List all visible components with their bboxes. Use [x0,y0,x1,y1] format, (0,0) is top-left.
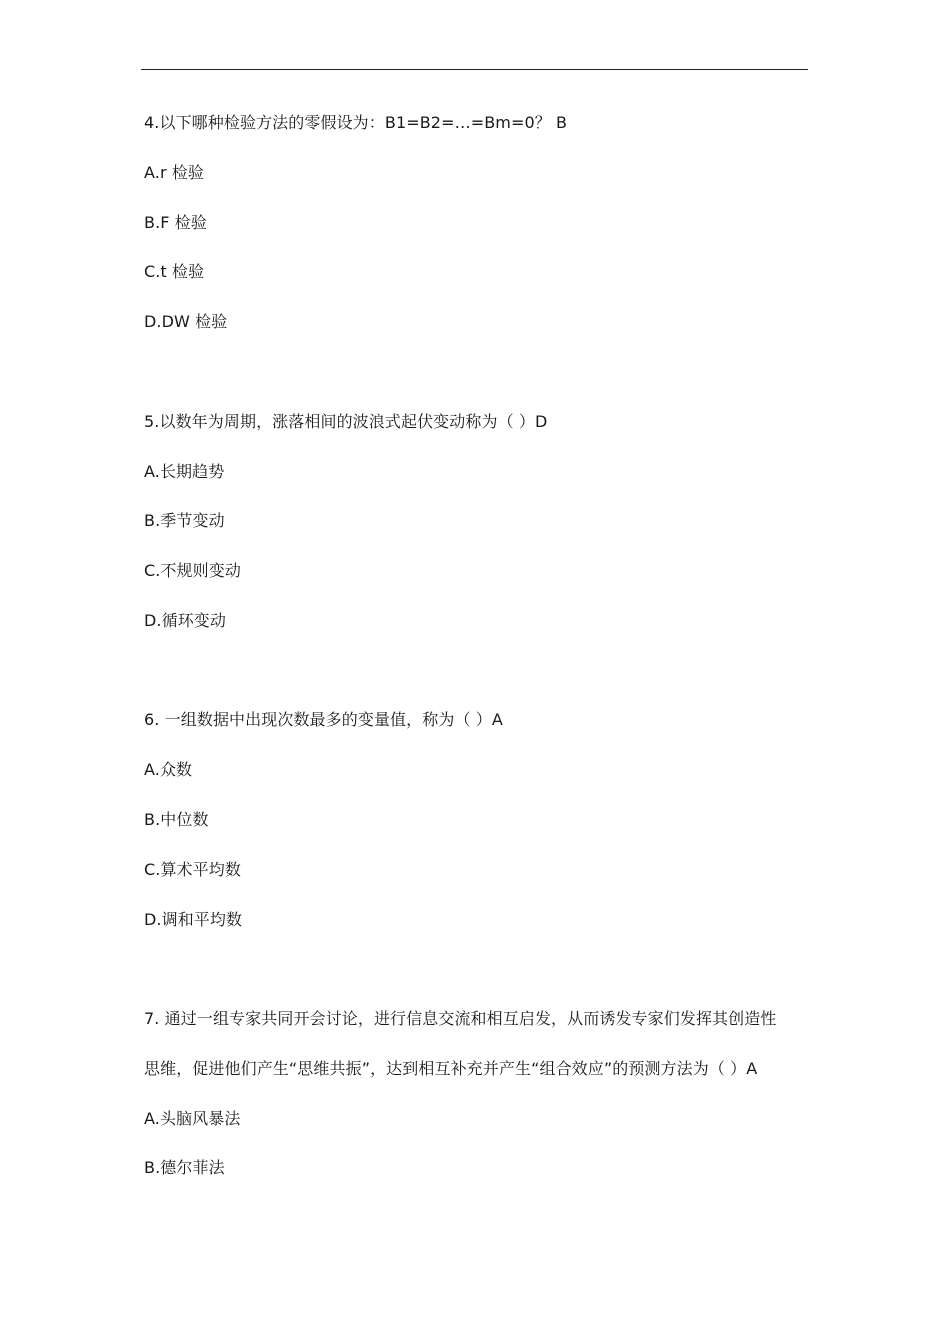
question-5-option-b: B.季节变动 [144,511,225,530]
question-6-option-c: C.算术平均数 [144,860,241,879]
question-4-option-d: D.DW 检验 [144,312,228,331]
question-7-stem-line-2: 思维，促进他们产生“思维共振”，达到相互补充并产生“组合效应”的预测方法为（ ）A [144,1059,758,1078]
question-7-option-b: B.德尔菲法 [144,1158,225,1177]
question-6-stem: 6. 一组数据中出现次数最多的变量值，称为（ ）A [144,710,503,729]
question-4-option-a: A.r 检验 [144,163,205,182]
question-4-stem: 4.以下哪种检验方法的零假设为：B1=B2=…=Bm=0？ B [144,113,568,132]
question-5-option-a: A.长期趋势 [144,462,225,481]
question-7-option-a: A.头脑风暴法 [144,1109,241,1128]
question-5-stem: 5.以数年为周期，涨落相间的波浪式起伏变动称为（ ）D [144,412,548,431]
question-6-option-a: A.众数 [144,760,193,779]
header-rule [141,69,808,70]
question-6-option-d: D.调和平均数 [144,910,243,929]
question-6-option-b: B.中位数 [144,810,209,829]
question-5-option-d: D.循环变动 [144,611,227,630]
question-4-option-c: C.t 检验 [144,262,205,281]
question-4-option-b: B.F 检验 [144,213,207,232]
question-7-stem-line-1: 7. 通过一组专家共同开会讨论，进行信息交流和相互启发，从而诱发专家们发挥其创造性 [144,1009,777,1028]
question-5-option-c: C.不规则变动 [144,561,241,580]
